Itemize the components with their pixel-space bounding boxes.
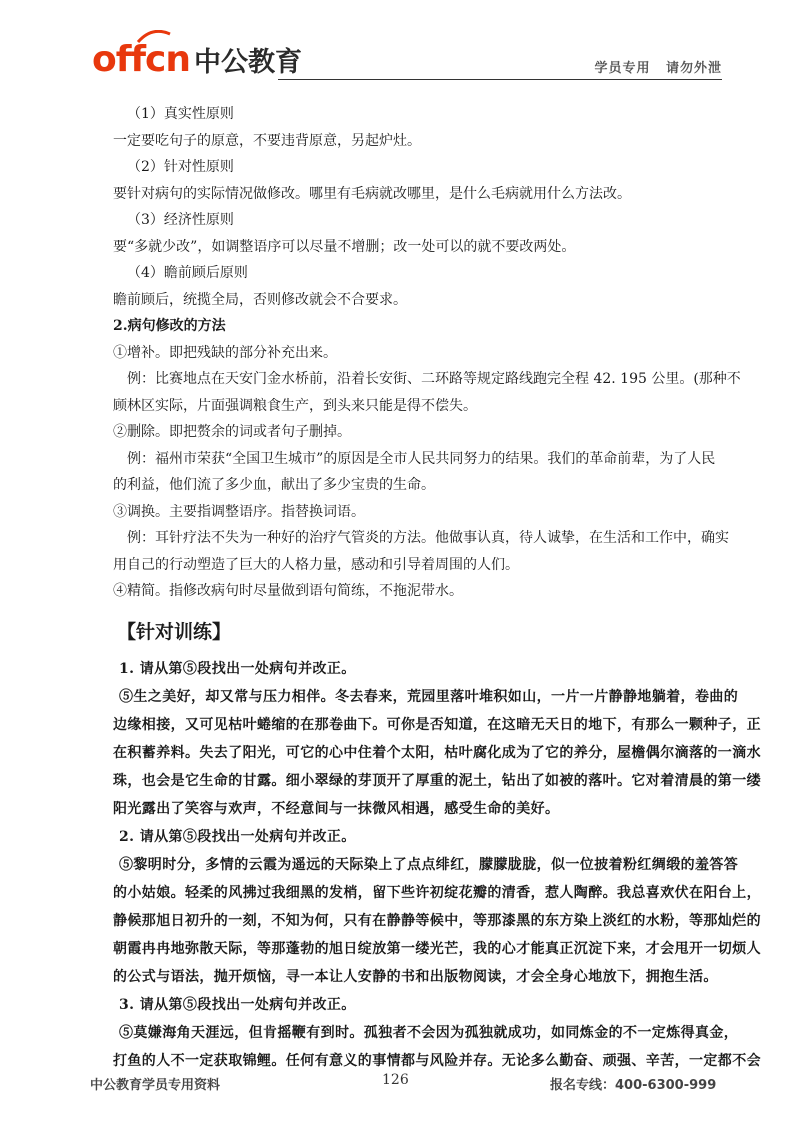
logo-latin-text: offcn [92, 39, 191, 80]
principle-body: 一定要吃句子的原意，不要违背原意，另起炉灶。 [113, 132, 421, 149]
footer-hotline: 报名专线：400-6300-999 [550, 1078, 717, 1093]
exercise-line: 在积蓄养料。失去了阳光，可它的心中住着个太阳，枯叶腐化成为了它的养分，屋檐偶尔滴落的一滴水 [113, 744, 761, 761]
exercise-line: ⑤黎明时分，多情的云霞为遥远的天际染上了点点绯红，朦朦胧胧，似一位披着粉红绸缎的羞答答 [119, 856, 739, 873]
method-item: ②删除。即把赘余的词或者句子删掉。 [113, 424, 351, 440]
methods-heading: 2.病句修改的方法 [113, 318, 226, 334]
page-content [113, 101, 761, 1075]
principle-body: 瞻前顾后，统揽全局，否则修改就会不合要求。 [113, 291, 407, 308]
page-footer [0, 1066, 800, 1106]
method-example: 例：比赛地点在天安门金水桥前，沿着长安街、二环路等规定路线跑完全程 42. 195 公里。(那种不 [127, 371, 741, 387]
principle-title: （2）针对性原则 [127, 159, 234, 175]
method-example: 顾林区实际，片面强调粮食生产，到头来只能是得不偿失。 [113, 397, 477, 414]
header-tag: 学员专用 请勿外泄 [594, 61, 722, 76]
exercise-question: 2. 请从第⑤段找出一处病句并改正。 [119, 828, 356, 845]
page-number: 126 [382, 1072, 409, 1088]
method-item: ③调换。主要指调整语序。指替换词语。 [113, 503, 365, 520]
page-header [0, 0, 800, 90]
principle-title: （1）真实性原则 [127, 106, 234, 122]
exercise-question: 3. 请从第⑤段找出一处病句并改正。 [119, 996, 356, 1013]
method-item: ④精简。指修改病句时尽量做到语句简练，不拖泥带水。 [113, 583, 463, 599]
exercise-line: 打鱼的人不一定获取锦鲤。任何有意义的事情都与风险并存。无论多么勤奋、顽强、辛苦，一定都不会 [113, 1052, 761, 1069]
principle-body: 要“多就少改”，如调整语序可以尽量不增删；改一处可以的就不要改两处。 [113, 238, 576, 255]
principle-title: （3）经济性原则 [127, 212, 234, 228]
logo-swoosh-icon [136, 30, 172, 44]
exercise-line: ⑤莫嫌海角天涯远，但肯摇鞭有到时。孤独者不会因为孤独就成功，如同炼金的不一定炼得真金， [119, 1024, 739, 1041]
offcn-logo [92, 38, 302, 78]
exercise-question: 1. 请从第⑤段找出一处病句并改正。 [119, 660, 356, 677]
method-example: 的利益，他们流了多少血，献出了多少宝贵的生命。 [113, 477, 435, 493]
method-example: 例：福州市荣获“全国卫生城市”的原因是全市人民共同努力的结果。我们的革命前辈，为了人民 [127, 450, 716, 467]
exercise-line: 的小姑娘。轻柔的风拂过我细黑的发梢，留下些许初绽花瓣的清香，惹人陶醉。我总喜欢伏在阳台上， [113, 884, 761, 901]
header-rule [278, 79, 722, 80]
exercise-line: 边缘相接，又可见枯叶蜷缩的在那卷曲下。可你是否知道，在这暗无天日的地下，有那么一颗种子，正 [113, 716, 761, 733]
training-title: 【针对训练】 [117, 620, 232, 643]
method-example: 用自己的行动塑造了巨大的人格力量，感动和引导着周围的人们。 [113, 556, 519, 573]
exercise-line: 珠，也会是它生命的甘露。细小翠绿的芽顶开了厚重的泥土，钻出了如被的落叶。它对着清晨的第一缕 [113, 772, 761, 789]
exercise-line: 朝霞冉冉地弥散天际，等那蓬勃的旭日绽放第一缕光芒，我的心才能真正沉淀下来，才会甩开一切烦人 [113, 940, 761, 957]
exercise-line: 的公式与语法，抛开烦恼，寻一本让人安静的书和出版物阅读，才会全身心地放下，拥抱生活。 [113, 968, 718, 985]
exercise-line: ⑤生之美好，却又常与压力相伴。冬去春来，荒园里落叶堆积如山，一片一片静静地躺着，卷曲的 [119, 688, 739, 705]
exercise-line: 阳光露出了笑容与欢声，不经意间与一抹微风相遇，感受生命的美好。 [113, 800, 560, 817]
exercise-line: 静候那旭日初升的一刻，不知为何，只有在静静等候中，等那漆黑的东方染上淡红的水粉，等那灿烂的 [113, 912, 761, 929]
method-example: 例：耳针疗法不失为一种好的治疗气管炎的方法。他做事认真，待人诚挚，在生活和工作中，确实 [127, 530, 729, 546]
method-item: ①增补。即把残缺的部分补充出来。 [113, 344, 337, 361]
principle-title: （4）瞻前顾后原则 [127, 265, 248, 281]
footer-left-text: 中公教育学员专用资料 [90, 1078, 221, 1093]
principle-body: 要针对病句的实际情况做修改。哪里有毛病就改哪里，是什么毛病就用什么方法改。 [113, 185, 631, 202]
logo-chinese-text: 中公教育 [194, 47, 303, 78]
